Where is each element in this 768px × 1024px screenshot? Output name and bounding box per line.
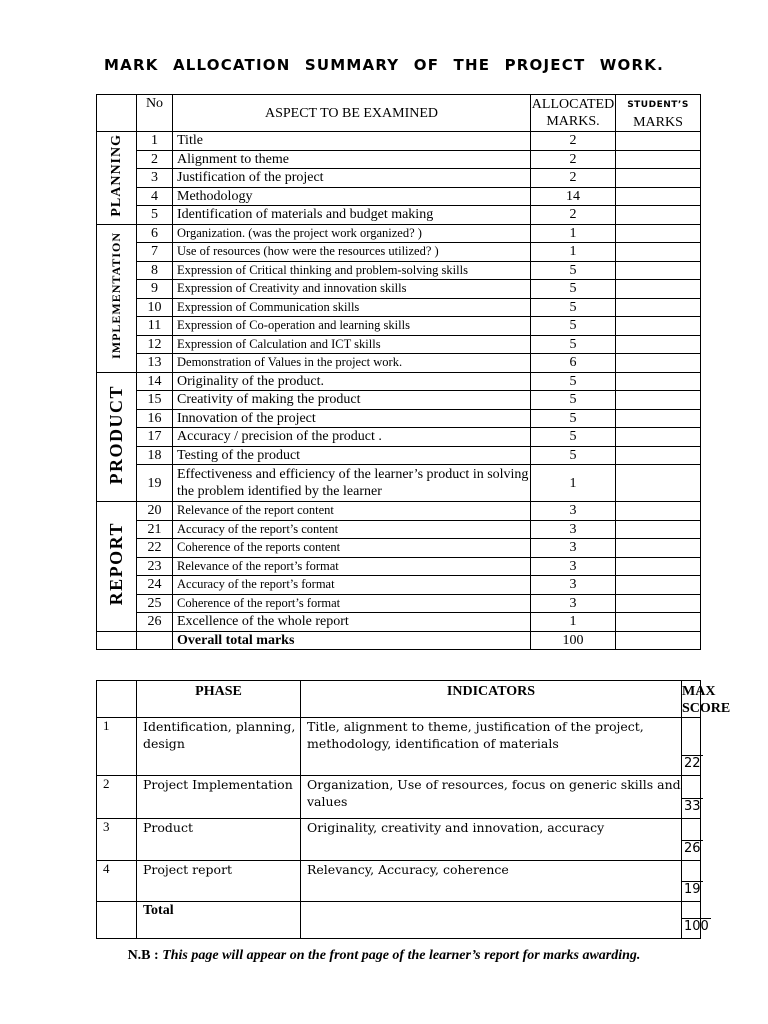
total-no-cell [97, 902, 137, 939]
row-aspect: Excellence of the whole report [173, 613, 531, 632]
row-allocated-marks: 14 [531, 187, 616, 206]
row-number: 12 [137, 335, 173, 354]
total-max-value: 100 [684, 919, 709, 934]
phase-max-score [682, 776, 701, 819]
table-row [97, 298, 701, 317]
row-number: 14 [137, 372, 173, 391]
row-student-marks [616, 594, 701, 613]
phase-total-row [97, 902, 701, 939]
row-number: 2 [137, 150, 173, 169]
phase-indicators: Originality, creativity and innovation, accuracy [301, 819, 682, 861]
row-allocated-marks: 3 [531, 502, 616, 521]
phase-no-header [97, 681, 137, 718]
total-section-cell [97, 631, 137, 650]
row-aspect: Creativity of making the product [173, 391, 531, 410]
row-aspect: Title [173, 132, 531, 151]
row-student-marks [616, 576, 701, 595]
row-allocated-marks: 5 [531, 391, 616, 410]
table-row [97, 206, 701, 225]
phase-row [97, 861, 701, 902]
table-row [97, 576, 701, 595]
row-student-marks [616, 261, 701, 280]
row-aspect: Testing of the product [173, 446, 531, 465]
max-score-value: 22 [684, 756, 701, 771]
phase-indicators: Organization, Use of resources, focus on generic skills and values [301, 776, 682, 819]
row-aspect: Expression of Calculation and ICT skills [173, 335, 531, 354]
row-aspect: Innovation of the project [173, 409, 531, 428]
phase-max-score [682, 718, 701, 776]
phase-name: Identification, planning, design [137, 718, 301, 776]
phase-name: Project Implementation [137, 776, 301, 819]
table-row [97, 187, 701, 206]
table-row [97, 132, 701, 151]
row-number: 6 [137, 224, 173, 243]
max-score-value: 26 [684, 841, 701, 856]
row-student-marks [616, 391, 701, 410]
row-number: 16 [137, 409, 173, 428]
row-student-marks [616, 169, 701, 188]
table-row [97, 446, 701, 465]
footnote: N.B : This page will appear on the front page of the learner’s report for marks awarding. [127, 948, 641, 963]
row-student-marks [616, 298, 701, 317]
table-row [97, 539, 701, 558]
row-student-marks [616, 428, 701, 447]
row-student-marks [616, 539, 701, 558]
student-marks-header: STUDENT’S MARKS [616, 95, 701, 132]
row-aspect: Accuracy of the report’s format [173, 576, 531, 595]
phase-header: PHASE [137, 681, 301, 718]
phase-max-score [682, 861, 701, 902]
row-allocated-marks: 2 [531, 132, 616, 151]
table-row [97, 261, 701, 280]
row-aspect: Methodology [173, 187, 531, 206]
mark-allocation-table [96, 94, 701, 650]
row-aspect: Accuracy / precision of the product . [173, 428, 531, 447]
total-label: Total [137, 902, 301, 939]
row-student-marks [616, 372, 701, 391]
row-student-marks [616, 502, 701, 521]
phase-row [97, 776, 701, 819]
row-student-marks [616, 317, 701, 336]
table-row [97, 557, 701, 576]
row-allocated-marks: 3 [531, 576, 616, 595]
table-row [97, 465, 701, 502]
row-allocated-marks: 3 [531, 557, 616, 576]
allocated-header: ALLOCATED MARKS. [531, 95, 616, 132]
row-student-marks [616, 280, 701, 299]
row-aspect: Relevance of the report’s format [173, 557, 531, 576]
total-student-marks [616, 631, 701, 650]
row-allocated-marks: 6 [531, 354, 616, 373]
row-allocated-marks: 1 [531, 465, 616, 502]
row-aspect: Relevance of the report content [173, 502, 531, 521]
row-aspect: Originality of the product. [173, 372, 531, 391]
aspect-header: ASPECT TO BE EXAMINED [173, 95, 531, 132]
row-number: 25 [137, 594, 173, 613]
row-aspect: Justification of the project [173, 169, 531, 188]
row-aspect: Alignment to theme [173, 150, 531, 169]
row-student-marks [616, 354, 701, 373]
row-number: 18 [137, 446, 173, 465]
phase-number: 3 [97, 819, 137, 861]
phase-number: 1 [97, 718, 137, 776]
row-aspect: Coherence of the reports content [173, 539, 531, 558]
table-row [97, 150, 701, 169]
table-row [97, 502, 701, 521]
section-label-planning: PLANNING [97, 132, 137, 225]
row-student-marks [616, 206, 701, 225]
row-allocated-marks: 2 [531, 169, 616, 188]
row-number: 10 [137, 298, 173, 317]
row-aspect: Organization. (was the project work organized? ) [173, 224, 531, 243]
row-allocated-marks: 5 [531, 298, 616, 317]
row-allocated-marks: 3 [531, 539, 616, 558]
row-number: 19 [137, 465, 173, 502]
table-row [97, 428, 701, 447]
table-row [97, 317, 701, 336]
phase-number: 2 [97, 776, 137, 819]
row-number: 24 [137, 576, 173, 595]
row-allocated-marks: 1 [531, 613, 616, 632]
row-aspect: Effectiveness and efficiency of the learner’s product in solving the problem identified by the learner [173, 465, 531, 502]
row-aspect: Expression of Communication skills [173, 298, 531, 317]
phase-name: Product [137, 819, 301, 861]
row-allocated-marks: 5 [531, 446, 616, 465]
phase-row [97, 718, 701, 776]
table-row [97, 335, 701, 354]
table-header-row [97, 95, 701, 132]
row-student-marks [616, 150, 701, 169]
table-row [97, 372, 701, 391]
row-allocated-marks: 5 [531, 428, 616, 447]
row-allocated-marks: 2 [531, 206, 616, 225]
section-label-implementation: IMPLEMENTATION [97, 224, 137, 372]
row-aspect: Identification of materials and budget making [173, 206, 531, 225]
indicators-header: INDICATORS [301, 681, 682, 718]
row-allocated-marks: 5 [531, 335, 616, 354]
row-allocated-marks: 5 [531, 409, 616, 428]
phase-row [97, 819, 701, 861]
row-number: 9 [137, 280, 173, 299]
total-indicators-cell [301, 902, 682, 939]
max-score-value: 19 [684, 882, 701, 897]
row-number: 15 [137, 391, 173, 410]
row-number: 1 [137, 132, 173, 151]
max-score-header: MAX SCORE [682, 681, 701, 718]
row-aspect: Use of resources (how were the resources utilized? ) [173, 243, 531, 262]
row-allocated-marks: 5 [531, 317, 616, 336]
row-aspect: Expression of Critical thinking and problem-solving skills [173, 261, 531, 280]
row-aspect: Demonstration of Values in the project work. [173, 354, 531, 373]
row-allocated-marks: 1 [531, 224, 616, 243]
row-number: 13 [137, 354, 173, 373]
row-aspect: Accuracy of the report’s content [173, 520, 531, 539]
no-header: No [137, 95, 173, 132]
row-student-marks [616, 557, 701, 576]
table-row [97, 594, 701, 613]
row-allocated-marks: 3 [531, 594, 616, 613]
row-student-marks [616, 446, 701, 465]
row-number: 3 [137, 169, 173, 188]
row-aspect: Coherence of the report’s format [173, 594, 531, 613]
table-row [97, 409, 701, 428]
row-number: 17 [137, 428, 173, 447]
total-row [97, 631, 701, 650]
section-label-product: PRODUCT [97, 372, 137, 502]
row-student-marks [616, 224, 701, 243]
row-number: 7 [137, 243, 173, 262]
section-header-cell [97, 95, 137, 132]
row-allocated-marks: 5 [531, 261, 616, 280]
row-number: 8 [137, 261, 173, 280]
table-row [97, 520, 701, 539]
section-label-report: REPORT [97, 502, 137, 632]
table-row [97, 391, 701, 410]
total-label: Overall total marks [173, 631, 531, 650]
row-number: 21 [137, 520, 173, 539]
row-student-marks [616, 243, 701, 262]
phase-indicators: Relevancy, Accuracy, coherence [301, 861, 682, 902]
row-aspect: Expression of Creativity and innovation skills [173, 280, 531, 299]
phase-header-row [97, 681, 701, 718]
row-number: 11 [137, 317, 173, 336]
row-number: 5 [137, 206, 173, 225]
row-aspect: Expression of Co-operation and learning skills [173, 317, 531, 336]
table-row [97, 243, 701, 262]
row-student-marks [616, 465, 701, 502]
table-row [97, 613, 701, 632]
table-row [97, 354, 701, 373]
row-student-marks [616, 613, 701, 632]
row-number: 20 [137, 502, 173, 521]
row-allocated-marks: 3 [531, 520, 616, 539]
page-title: MARK ALLOCATION SUMMARY OF THE PROJECT WORK. [104, 56, 664, 74]
row-allocated-marks: 1 [531, 243, 616, 262]
phase-indicators: Title, alignment to theme, justification of the project, methodology, identification of materials [301, 718, 682, 776]
total-no-cell [137, 631, 173, 650]
total-max-score [682, 902, 709, 939]
phase-number: 4 [97, 861, 137, 902]
total-allocated-marks: 100 [531, 631, 616, 650]
row-allocated-marks: 5 [531, 280, 616, 299]
table-row [97, 224, 701, 243]
phase-summary-table [96, 680, 731, 939]
row-student-marks [616, 187, 701, 206]
max-score-value: 33 [684, 799, 701, 814]
row-allocated-marks: 2 [531, 150, 616, 169]
row-number: 4 [137, 187, 173, 206]
row-number: 26 [137, 613, 173, 632]
phase-max-score [682, 819, 701, 861]
row-number: 22 [137, 539, 173, 558]
row-allocated-marks: 5 [531, 372, 616, 391]
row-number: 23 [137, 557, 173, 576]
row-student-marks [616, 520, 701, 539]
row-student-marks [616, 132, 701, 151]
row-student-marks [616, 409, 701, 428]
phase-name: Project report [137, 861, 301, 902]
table-row [97, 169, 701, 188]
row-student-marks [616, 335, 701, 354]
table-row [97, 280, 701, 299]
